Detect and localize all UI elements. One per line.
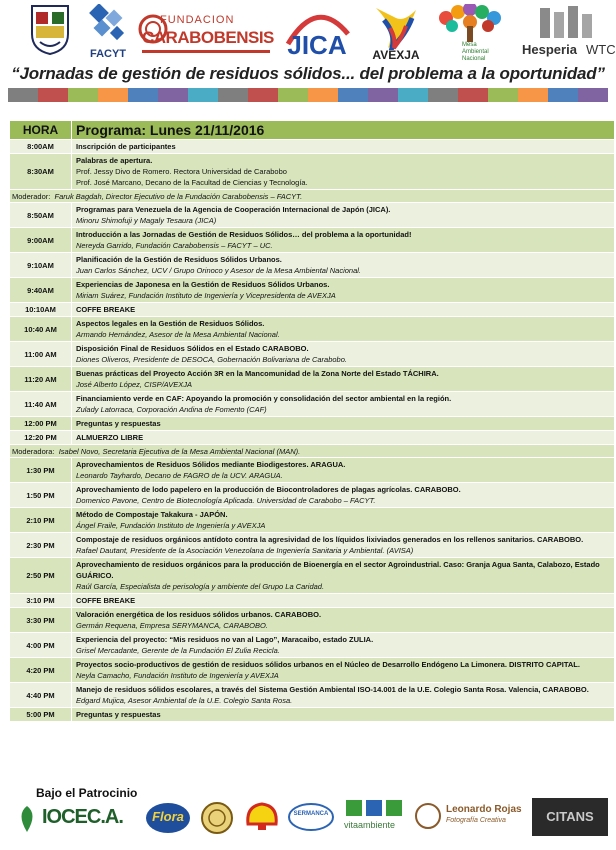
sermanca-label: SERMANCA — [293, 811, 329, 817]
facyt-logo — [82, 4, 134, 62]
sermanca-logo — [288, 798, 334, 836]
session-description — [72, 392, 614, 416]
stripe-segment — [398, 88, 428, 102]
stripe-segment — [8, 88, 38, 102]
jica-logo — [280, 4, 354, 62]
sponsors-heading: Bajo el Patrocinio — [36, 786, 138, 800]
carabobensis-label: CARABOBENSIS — [142, 28, 274, 47]
stripe-segment — [68, 88, 98, 102]
session-description — [72, 533, 614, 557]
session-description — [72, 431, 614, 444]
stripe-segment — [218, 88, 248, 102]
session-speaker: Juan Carlos Sánchez, UCV / Grupo Orinoco y Asesor de la Mesa Ambiental Nacional. — [76, 266, 361, 275]
leonardo-rojas-logo — [414, 798, 528, 836]
hesperia-wtc-logo — [520, 4, 616, 64]
jica-label: JICA — [287, 30, 347, 60]
session-title: Preguntas y respuestas — [76, 710, 161, 719]
stripe-segment — [158, 88, 188, 102]
avexja-label: AVEXJA — [372, 48, 420, 62]
shell-logo — [244, 798, 280, 836]
session-title: Aprovechamientos de Residuos Sólidos mediante Biodigestores. ARAGUA. — [76, 460, 346, 469]
citans-label: CITANS — [546, 809, 594, 824]
moderator-row — [10, 190, 614, 203]
session-title: Buenas prácticas del Proyecto Acción 3R en la Mancomunidad de la Zona Norte del Estado TÁCHIRA. — [76, 369, 439, 378]
session-description — [72, 483, 614, 507]
session-speaker: Leonardo Tayhardo, Decano de FAGRO de la UCV. ARAGUA. — [76, 471, 283, 480]
session-title: Aprovechamiento de residuos orgánicos para la producción de Bioenergía en el sector Agroindustrial. Caso: Granja Agua Santa, Calabozo, Estado GUÁRICO. — [76, 560, 600, 580]
session-time: 2:30 PM — [10, 533, 72, 557]
stripe-segment — [278, 88, 308, 102]
session-description — [72, 508, 614, 532]
session-speaker: Neyla Camacho, Fundación Instituto de Ingeniería y AVEXJA — [76, 671, 279, 680]
agenda-row — [10, 633, 614, 658]
session-speaker: Germán Requena, Empresa SERYMANCA, CARABOBO. — [76, 621, 268, 630]
moderator-label: Moderadora: — [12, 447, 55, 456]
stripe-segment — [428, 88, 458, 102]
session-speaker: José Alberto López, CISP/AVEXJA — [76, 380, 193, 389]
session-description — [72, 417, 614, 430]
session-description — [72, 708, 614, 721]
session-time: 1:50 PM — [10, 483, 72, 507]
session-speaker: Diones Oliveros, Presidente de DESOCA, Gobernación Bolivariana de Carabobo. — [76, 355, 347, 364]
session-detail: Prof. José Marcano, Decano de la Facultad de Ciencias y Tecnología. — [76, 178, 308, 187]
session-time: 4:00 PM — [10, 633, 72, 657]
session-speaker: Zulady Latorraca, Corporación Andina de Fomento (CAF) — [76, 405, 267, 414]
session-speaker: Miriam Suárez, Fundación Instituto de Ingeniería y Vicepresidenta de AVEXJA — [76, 291, 336, 300]
session-speaker: Armando Hernández, Asesor de la Mesa Ambiental Nacional. — [76, 330, 280, 339]
vitaambiente-label: vitaambiente — [344, 820, 396, 830]
round-seal-logo — [200, 798, 234, 836]
session-time: 12:20 PM — [10, 431, 72, 444]
session-time: 8:00AM — [10, 140, 72, 153]
stripe-segment — [458, 88, 488, 102]
session-title: Compostaje de residuos orgánicos antídoto contra la agresividad de los líquidos lixiviados generados en los rellenos sanitarios. CARABOBO. — [76, 535, 584, 544]
hesperia-wtc-label: WTC — [586, 42, 616, 57]
session-title: ALMUERZO LIBRE — [76, 433, 144, 442]
agenda-row — [10, 342, 614, 367]
session-title: Experiencias de Japonesa en la Gestión de Residuos Sólidos Urbanos. — [76, 280, 330, 289]
session-time: 9:40AM — [10, 278, 72, 302]
mesa-label-1: Mesa — [462, 42, 477, 48]
session-description — [72, 458, 614, 482]
session-time: 8:50AM — [10, 203, 72, 227]
fundacion-label: FUNDACION — [160, 14, 235, 26]
agenda-row — [10, 140, 614, 154]
flora-label: Flora — [152, 809, 184, 824]
session-time: 2:50 PM — [10, 558, 72, 593]
agenda-row — [10, 483, 614, 508]
logo-bar — [0, 0, 616, 64]
leonardo-rojas-sub: Fotografía Creativa — [446, 817, 506, 824]
agenda-row — [10, 367, 614, 392]
program-header: Programa: Lunes 21/11/2016 — [76, 122, 265, 138]
stripe-segment — [518, 88, 548, 102]
session-speaker: Raúl García, Especialista de perisología y ambiente del Grupo La Caridad. — [76, 582, 325, 591]
agenda-row — [10, 303, 614, 317]
session-time: 10:10AM — [10, 303, 72, 316]
session-time: 4:20 PM — [10, 658, 72, 682]
session-time: 2:10 PM — [10, 508, 72, 532]
session-description — [72, 140, 614, 153]
stripe-segment — [38, 88, 68, 102]
session-description — [72, 367, 614, 391]
session-description — [72, 228, 614, 252]
agenda-rows — [10, 140, 614, 722]
stripe-segment — [98, 88, 128, 102]
session-time: 3:30 PM — [10, 608, 72, 632]
agenda-row — [10, 558, 614, 594]
citans-logo — [532, 798, 608, 836]
session-time: 11:00 AM — [10, 342, 72, 366]
session-description — [72, 203, 614, 227]
stripe-segment — [338, 88, 368, 102]
agenda-row — [10, 658, 614, 683]
session-time: 11:20 AM — [10, 367, 72, 391]
agenda-row — [10, 392, 614, 417]
session-title: Proyectos socio-productivos de gestión de residuos sólidos urbanos en el Núcleo de Desarrollo Endógeno La Limonera. DISTRITO CAPITAL. — [76, 660, 580, 669]
sponsor-logo-bar — [0, 798, 616, 838]
flora-logo — [144, 798, 192, 836]
session-description — [72, 658, 614, 682]
session-title: Valoración energética de los residuos sólidos urbanos. CARABOBO. — [76, 610, 322, 619]
session-time: 12:00 PM — [10, 417, 72, 430]
stripe-segment — [548, 88, 578, 102]
facyt-label: FACYT — [89, 48, 127, 60]
agenda-row — [10, 594, 614, 608]
stripe-segment — [248, 88, 278, 102]
stripe-segment — [128, 88, 158, 102]
agenda-row — [10, 708, 614, 722]
mesa-ambiental-nacional-logo — [428, 4, 512, 64]
session-title: COFFE BREAKE — [76, 305, 136, 314]
vitaambiente-logo — [344, 798, 408, 836]
agenda-row — [10, 278, 614, 303]
session-speaker: Rafael Dautant, Presidente de la Asociación Venezolana de Ingeniería Sanitaria y Ambiental. (AVISA) — [76, 546, 414, 555]
moderator-label: Moderador: — [12, 192, 51, 201]
session-time: 8:30AM — [10, 154, 72, 189]
session-title: Preguntas y respuestas — [76, 419, 161, 428]
session-time: 4:40 PM — [10, 683, 72, 707]
session-title: Introducción a las Jornadas de Gestión de Residuos Sólidos… del problema a la oportunidad! — [76, 230, 412, 239]
session-title: Planificación de la Gestión de Residuos Sólidos Urbanos. — [76, 255, 282, 264]
ioceca-label: IOCEC.A. — [42, 806, 123, 828]
agenda-row — [10, 154, 614, 190]
session-time: 9:10AM — [10, 253, 72, 277]
session-description — [72, 633, 614, 657]
session-title: Financiamiento verde en CAF: Apoyando la promoción y consolidación del sector ambiental en la región. — [76, 394, 452, 403]
hora-header: HORA — [10, 121, 72, 139]
agenda-row — [10, 458, 614, 483]
stripe-segment — [188, 88, 218, 102]
hesperia-label: Hesperia — [522, 42, 577, 57]
session-title: Disposición Final de Residuos Sólidos en el Estado CARABOBO. — [76, 344, 309, 353]
agenda-table — [10, 121, 614, 722]
session-description — [72, 594, 614, 607]
agenda-row — [10, 508, 614, 533]
session-title: Manejo de residuos sólidos escolares, a través del Sistema Gestión Ambiental ISO-14.001 de la U.E. Colegio Santa Rosa. Valencia, CARABOBO. — [76, 685, 589, 694]
agenda-row — [10, 683, 614, 708]
session-time: 10:40 AM — [10, 317, 72, 341]
session-time: 5:00 PM — [10, 708, 72, 721]
session-speaker: Grisel Mercadante, Gerente de la Fundación El Zulia Recicla. — [76, 646, 280, 655]
stripe-segment — [308, 88, 338, 102]
session-time: 11:40 AM — [10, 392, 72, 416]
session-description — [72, 303, 614, 316]
agenda-row — [10, 317, 614, 342]
session-description — [72, 154, 614, 189]
session-title: Aspectos legales en la Gestión de Residuos Sólidos. — [76, 319, 265, 328]
stripe-segment — [578, 88, 608, 102]
agenda-row — [10, 608, 614, 633]
agenda-row — [10, 417, 614, 431]
session-description — [72, 342, 614, 366]
session-description — [72, 253, 614, 277]
session-detail: Prof. Jessy Divo de Romero. Rectora Universidad de Carabobo — [76, 167, 287, 176]
leonardo-rojas-label: Leonardo Rojas — [446, 804, 522, 815]
moderator-name: Isabel Novo, Secretaria Ejecutiva de la Mesa Ambiental Nacional (MAN). — [58, 447, 301, 456]
session-time: 9:00AM — [10, 228, 72, 252]
session-title: COFFE BREAKE — [76, 596, 136, 605]
session-speaker: Domenico Pavone, Centro de Biotecnología Aplicada. Universidad de Carabobo – FACYT. — [76, 496, 376, 505]
moderator-row — [10, 445, 614, 458]
session-title: Programas para Venezuela de la Agencia de Cooperación Internacional de Japón (JICA). — [76, 205, 391, 214]
session-description — [72, 317, 614, 341]
session-speaker: Ángel Fraile, Fundación Instituto de Ingeniería y AVEXJA — [76, 521, 266, 530]
color-stripe-band — [8, 88, 608, 102]
session-speaker: Minoru Shimofuji y Magaly Tesaura (JICA) — [76, 216, 217, 225]
session-title: Experiencia del proyecto: “Mis residuos no van al Lago”, Maracaibo, estado ZULIA. — [76, 635, 374, 644]
ioceca-logo — [14, 798, 138, 836]
session-time: 3:10 PM — [10, 594, 72, 607]
table-header-row — [10, 121, 614, 140]
session-description — [72, 683, 614, 707]
agenda-row — [10, 431, 614, 445]
moderator-name: Faruk Bagdah, Director Ejecutivo de la Fundación Carabobensis – FACYT. — [54, 192, 303, 201]
session-description — [72, 608, 614, 632]
session-time: 1:30 PM — [10, 458, 72, 482]
agenda-row — [10, 253, 614, 278]
stripe-segment — [488, 88, 518, 102]
agenda-row — [10, 203, 614, 228]
stripe-segment — [368, 88, 398, 102]
universidad-carabobo-shield-logo — [30, 4, 70, 56]
mesa-label-3: Nacional — [462, 56, 486, 62]
session-title: Aprovechamiento de lodo papelero en la producción de Biocontroladores de plagas agrícolas. CARABOBO. — [76, 485, 461, 494]
session-description — [72, 558, 614, 593]
agenda-row — [10, 533, 614, 558]
session-speaker: Nereyda Garrido, Fundación Carabobensis – FACYT – UC. — [76, 241, 273, 250]
session-title: Inscripción de participantes — [76, 142, 176, 151]
mesa-label-2: Ambiental — [462, 49, 489, 55]
agenda-row — [10, 228, 614, 253]
event-tagline: “Jornadas de gestión de residuos sólidos... del problema a la oportunidad” — [11, 64, 605, 83]
session-description — [72, 278, 614, 302]
fundacion-carabobensis-logo — [138, 4, 272, 62]
session-title: Palabras de apertura. — [76, 156, 153, 165]
session-title: Método de Compostaje Takakura - JAPÓN. — [76, 510, 228, 519]
avexja-logo — [366, 4, 426, 64]
session-speaker: Edgard Mujica, Asesor Ambiental de la U.E. Colegio Santa Rosa. — [76, 696, 293, 705]
